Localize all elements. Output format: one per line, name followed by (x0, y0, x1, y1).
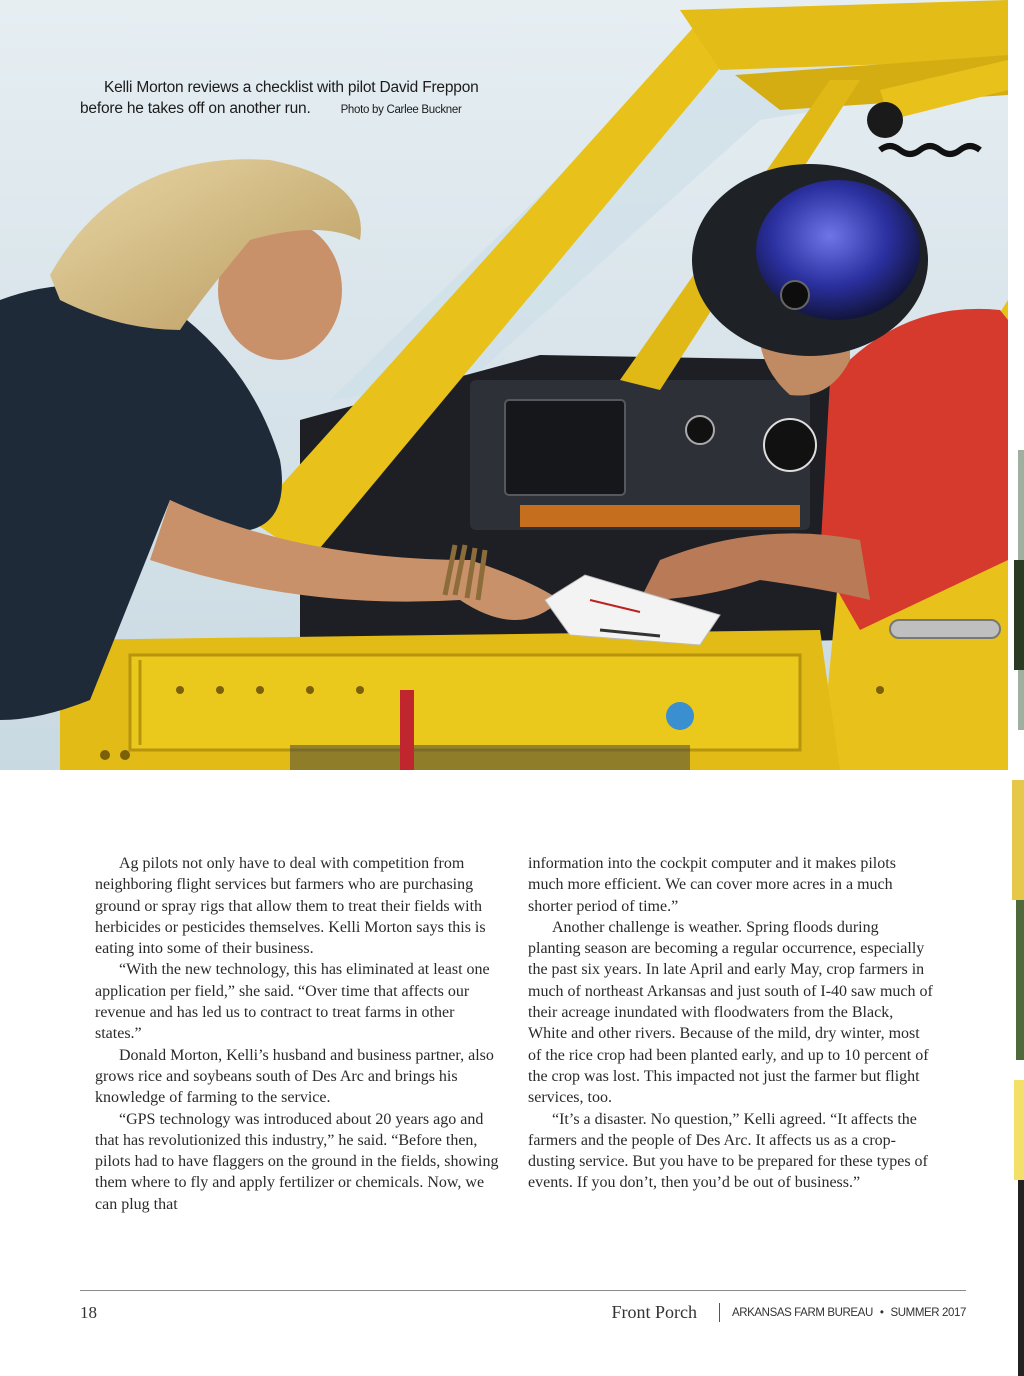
paragraph: Ag pilots not only have to deal with competition from neighboring flight services but farmers who are purchasing ground or spray rigs that allow them to treat their fields with herbicides or pesticides themselves. Kelli Morton says this is eating into some of their business. (95, 855, 486, 958)
paragraph-continued: information into the cockpit computer and it makes pilots much more efficient. We can cover more acres in a much shorter period of time.” (528, 855, 896, 915)
organization-name: ARKANSAS FARM BUREAU (731, 1306, 873, 1319)
paragraph: Donald Morton, Kelli’s husband and business partner, also grows rice and soybeans south of Des Arc and brings his knowledge of farming to the service. (95, 1046, 494, 1107)
caption-line-1: Kelli Morton reviews a checklist with pilot David Freppon (104, 79, 479, 96)
footer-rule (80, 1290, 966, 1291)
photo-credit: Photo by Carlee Buckner (340, 104, 462, 116)
adjacent-page-edge (1008, 0, 1024, 1376)
article-column-right (528, 853, 934, 1194)
issue-date: SUMMER 2017 (890, 1306, 966, 1319)
page-number: 18 (80, 1303, 97, 1322)
article-column-left (95, 853, 501, 1215)
paragraph: “It’s a disaster. No question,” Kelli agreed. “It affects the farmers and the people of Des Arc. It affects us as a crop-dusting service. But you have to be prepared for these types of events. If you don’t, then you’d be out of business.” (528, 1110, 928, 1192)
paragraph: “GPS technology was introduced about 20 years ago and that has revolutionized this industry,” he said. “Before then, pilots had to have flaggers on the ground in the fields, showing them where to fly and apply fertilizer or chemicals. Now, we can plug that (95, 1110, 499, 1213)
footer-divider (719, 1303, 720, 1322)
bullet-separator: • (879, 1306, 884, 1319)
caption-text: before he takes off on another run. (80, 100, 311, 117)
paragraph: “With the new technology, this has eliminated at least one application per field,” she said. “Over time that affects our revenue and has led us to contract to treat farms in other states.” (95, 961, 490, 1043)
photo-caption (80, 77, 550, 121)
paragraph: Another challenge is weather. Spring floods during planting season are becoming a regular occurrence, especially the past six years. In late April and early May, crop farmers in much of northeast Arkansas and just south of I-40 saw much of their acreage inundated with floodwaters from the Black, White and other rivers. Because of the mild, dry winter, most of the rice crop had been planted early, and up to 10 percent of the crop was lost. This impacted not just the farmer but flight services, too. (528, 918, 933, 1107)
caption-line-2 (80, 98, 550, 121)
footer-info (611, 1302, 966, 1323)
publication-name: Front Porch (611, 1302, 697, 1322)
